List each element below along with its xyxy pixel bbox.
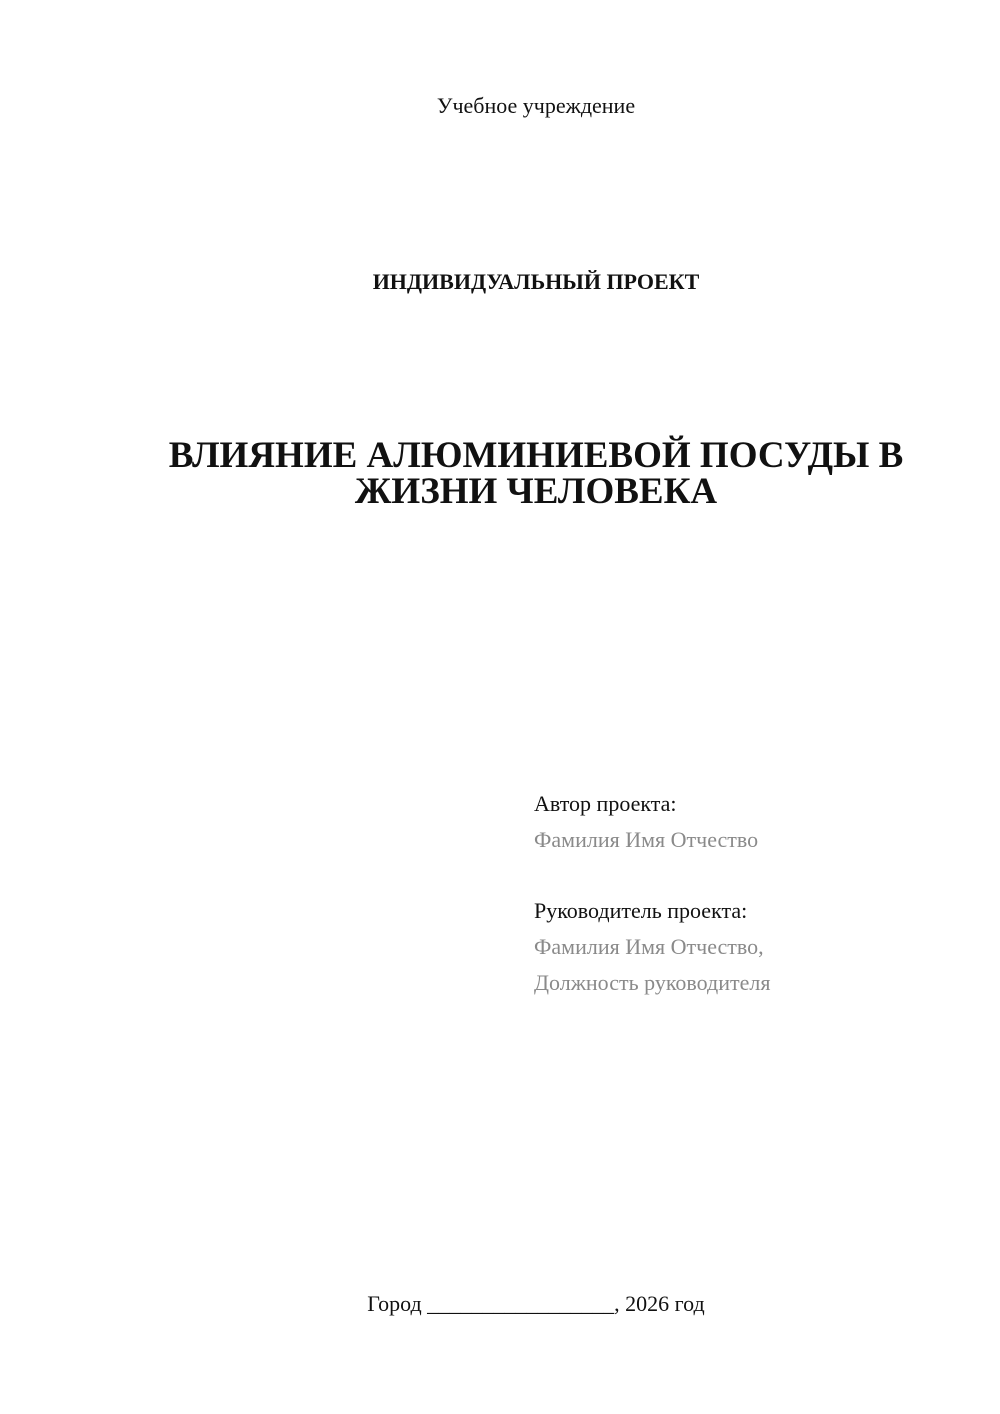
institution-name: Учебное учреждение <box>436 93 636 118</box>
supervisor-name-placeholder: Фамилия Имя Отчество, <box>534 934 764 959</box>
supervisor-label: Руководитель проекта: <box>534 898 748 923</box>
project-title-line-2: ЖИЗНИ ЧЕЛОВЕКА <box>354 471 718 512</box>
author-block <box>534 786 758 858</box>
supervisor-position-placeholder: Должность руководителя <box>534 970 771 995</box>
city-year-footer: Город _________________, 2026 год <box>367 1291 705 1316</box>
author-name-placeholder: Фамилия Имя Отчество <box>534 827 759 852</box>
project-title <box>130 435 942 512</box>
project-title-line-1: ВЛИЯНИЕ АЛЮМИНИЕВОЙ ПОСУДЫ В <box>168 435 904 476</box>
supervisor-block <box>534 893 770 1001</box>
author-label: Автор проекта: <box>534 791 677 816</box>
project-type-heading: ИНДИВИДУАЛЬНЫЙ ПРОЕКТ <box>372 269 700 294</box>
